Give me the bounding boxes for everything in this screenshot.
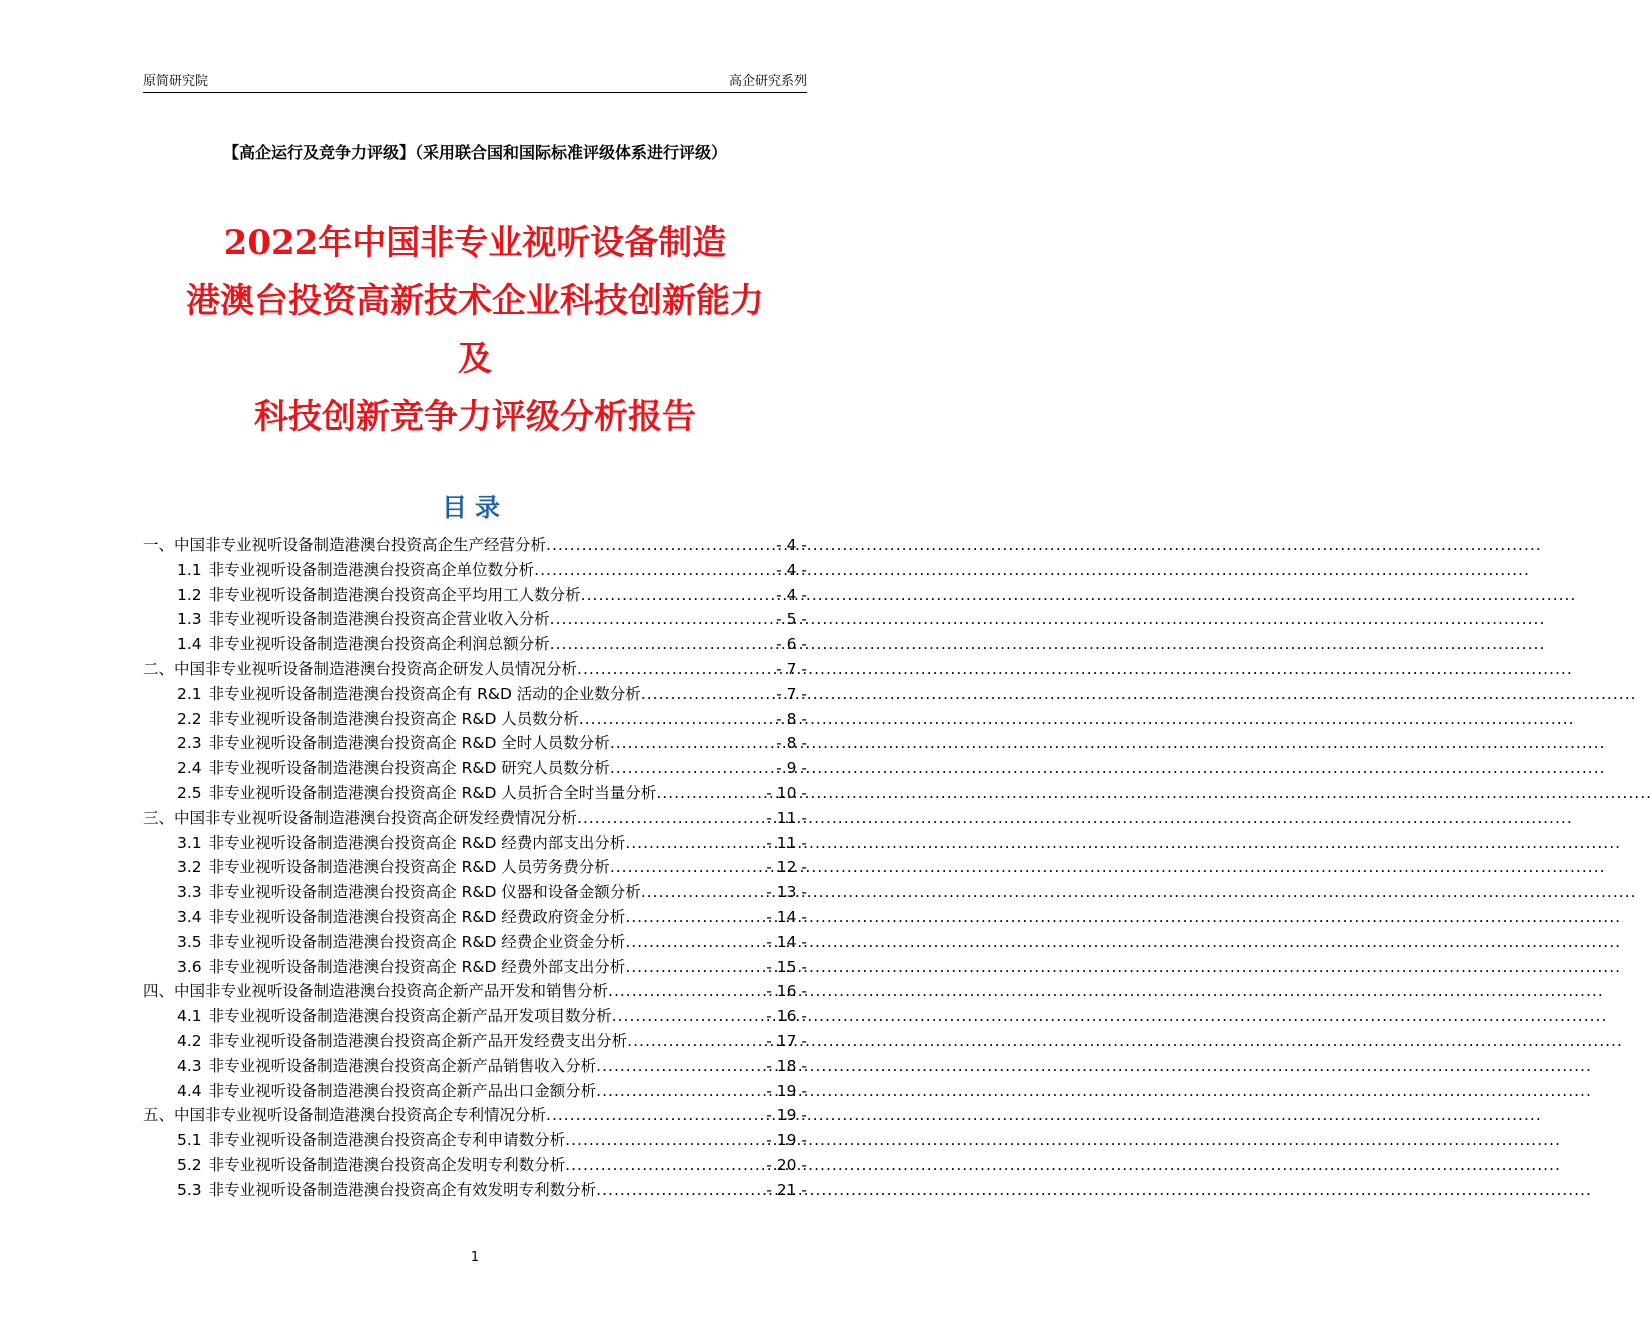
toc-entry-number: 3.5 [177,932,202,951]
toc-dot-leader [625,905,766,930]
toc-entry[interactable] [143,1103,807,1128]
toc-entry-title: 二、中国非专业视听设备制造港澳台投资高企研发人员情况分析 [143,659,578,678]
toc-entry-page: - 14 - [766,907,807,926]
toc-dot-leader [577,657,776,682]
toc-entry[interactable] [143,930,807,955]
toc-dot-leader [625,930,766,955]
toc-dot-leader [581,583,776,608]
toc-entry-number: 4.4 [177,1081,202,1100]
toc-entry-number: 1.1 [177,560,202,579]
toc-entry[interactable] [143,905,807,930]
toc-entry[interactable] [143,880,807,905]
toc-entry-title: 非专业视听设备制造港澳台投资高企营业收入分析 [208,610,550,629]
toc-entry-page: - 18 - [766,1056,807,1075]
header-series-name: 高企研究系列 [728,74,807,89]
toc-entry-page: - 8 - [776,709,807,728]
toc-entry-title: 非专业视听设备制造港澳台投资高企 R&D 人员折合全时当量分析 [208,783,657,802]
toc-entry-title: 非专业视听设备制造港澳台投资高企有效发明专利数分析 [208,1180,597,1199]
toc-entry-title: 非专业视听设备制造港澳台投资高企 R&D 经费外部支出分析 [208,957,626,976]
title-line-3: 及 [458,339,492,379]
toc-dot-leader [610,731,776,756]
toc-dot-leader [565,1128,766,1153]
report-title [0,214,950,446]
toc-entry-page: - 20 - [766,1155,807,1174]
toc-dot-leader [565,1153,766,1178]
toc-entry-title: 非专业视听设备制造港澳台投资高企新产品开发项目数分析 [208,1007,612,1026]
header-divider [143,92,807,93]
toc-entry-number: 1.3 [177,610,202,629]
toc-entry[interactable] [143,607,807,632]
toc-entry[interactable] [143,657,807,682]
table-of-contents [143,533,807,1203]
toc-entry-page: - 4 - [776,536,807,554]
toc-entry-page: - 7 - [776,684,807,703]
toc-entry[interactable] [143,781,807,806]
toc-entry-page: - 14 - [766,932,807,951]
toc-entry-page: - 4 - [776,560,807,579]
toc-entry-page: - 19 - [766,1131,807,1150]
toc-entry-number: 2.1 [177,684,202,703]
toc-entry-number: 4.2 [177,1031,202,1050]
toc-entry-number: 3.2 [177,858,202,877]
toc-dot-leader [610,756,776,781]
toc-entry-title: 非专业视听设备制造港澳台投资高企 R&D 经费政府资金分析 [208,907,626,926]
toc-entry-page: - 5 - [776,610,807,629]
toc-entry-title: 非专业视听设备制造港澳台投资高企 R&D 经费内部支出分析 [208,833,626,852]
toc-entry-title: 非专业视听设备制造港澳台投资高企 R&D 人员劳务费分析 [208,858,610,877]
toc-dot-leader [596,1079,766,1104]
toc-dot-leader [625,955,766,980]
toc-entry-title: 四、中国非专业视听设备制造港澳台投资高企新产品开发和销售分析 [143,982,609,1001]
toc-entry-number: 3.3 [177,883,202,902]
toc-entry-title: 非专业视听设备制造港澳台投资高企新产品出口金额分析 [208,1081,597,1100]
toc-heading: 目录 [441,493,508,522]
toc-entry[interactable] [143,533,807,558]
page-number: 1 [470,1250,480,1265]
toc-entry[interactable] [143,1178,807,1203]
toc-entry-page: - 4 - [776,585,807,604]
toc-entry[interactable] [143,831,807,856]
toc-entry-title: 一、中国非专业视听设备制造港澳台投资高企生产经营分析 [143,536,547,554]
toc-entry-number: 2.3 [177,734,202,753]
toc-entry-title: 非专业视听设备制造港澳台投资高企 R&D 人员数分析 [208,709,579,728]
toc-entry-page: - 7 - [776,659,807,678]
title-line-4: 科技创新竞争力评级分析报告 [254,397,696,437]
toc-entry-page: - 10 - [766,783,807,802]
toc-dot-leader [577,806,766,831]
toc-dot-leader [610,855,766,880]
toc-dot-leader [534,558,776,583]
toc-entry-number: 5.2 [177,1155,202,1174]
toc-entry-page: - 19 - [766,1081,807,1100]
toc-entry-title: 非专业视听设备制造港澳台投资高企新产品开发经费支出分析 [208,1031,628,1050]
toc-entry-title: 非专业视听设备制造港澳台投资高企 R&D 经费企业资金分析 [208,932,626,951]
toc-entry-title: 非专业视听设备制造港澳台投资高企有 R&D 活动的企业数分析 [208,684,641,703]
toc-entry-page: - 19 - [766,1106,807,1125]
toc-entry-number: 2.4 [177,759,202,778]
toc-entry-title: 五、中国非专业视听设备制造港澳台投资高企专利情况分析 [143,1106,547,1125]
toc-dot-leader [546,533,776,558]
toc-entry-page: - 13 - [766,883,807,902]
toc-entry-title: 非专业视听设备制造港澳台投资高企新产品销售收入分析 [208,1056,597,1075]
toc-dot-leader [546,1103,766,1128]
toc-dot-leader [596,1178,766,1203]
toc-entry-title: 非专业视听设备制造港澳台投资高企 R&D 全时人员数分析 [208,734,610,753]
toc-entry-number: 3.4 [177,907,202,926]
toc-entry-title: 非专业视听设备制造港澳台投资高企 R&D 仪器和设备金额分析 [208,883,641,902]
toc-entry-title: 非专业视听设备制造港澳台投资高企 R&D 研究人员数分析 [208,759,610,778]
toc-entry-number: 3.1 [177,833,202,852]
toc-entry-number: 5.3 [177,1180,202,1199]
toc-entry-title: 非专业视听设备制造港澳台投资高企单位数分析 [208,560,535,579]
header-org-name: 原简研究院 [143,74,209,89]
toc-entry[interactable] [143,583,807,608]
toc-entry[interactable] [143,855,807,880]
toc-entry-page: - 12 - [766,858,807,877]
toc-entry-page: - 8 - [776,734,807,753]
toc-dot-leader [550,632,776,657]
toc-dot-leader [550,607,776,632]
toc-dot-leader [641,682,776,707]
toc-entry-page: - 6 - [776,635,807,654]
toc-entry[interactable] [143,1153,807,1178]
toc-entry[interactable] [143,979,807,1004]
toc-entry-title: 三、中国非专业视听设备制造港澳台投资高企研发经费情况分析 [143,808,578,827]
toc-entry[interactable] [143,1128,807,1153]
toc-entry-number: 3.6 [177,957,202,976]
toc-dot-leader [656,781,766,806]
toc-entry[interactable] [143,632,807,657]
title-line-2: 港澳台投资高新技术企业科技创新能力 [186,281,764,321]
toc-entry[interactable] [143,707,807,732]
toc-entry-page: - 17 - [766,1031,807,1050]
toc-entry-number: 2.2 [177,709,202,728]
toc-entry[interactable] [143,1054,807,1079]
toc-entry[interactable] [143,731,807,756]
toc-dot-leader [612,1004,767,1029]
toc-entry-page: - 15 - [766,957,807,976]
toc-entry-number: 4.1 [177,1007,202,1026]
toc-entry-number: 1.4 [177,635,202,654]
toc-entry-title: 非专业视听设备制造港澳台投资高企利润总额分析 [208,635,550,654]
toc-entry-page: - 16 - [766,1007,807,1026]
toc-entry[interactable] [143,806,807,831]
report-subtitle: 【高企运行及竞争力评级】（采用联合国和国际标准评级体系进行评级） [222,143,727,162]
toc-entry-page: - 16 - [766,982,807,1001]
toc-entry-number: 2.5 [177,783,202,802]
toc-entry[interactable] [143,558,807,583]
toc-dot-leader [596,1054,766,1079]
toc-entry-number: 4.3 [177,1056,202,1075]
toc-entry-page: - 11 - [766,808,807,827]
toc-dot-leader [625,831,766,856]
toc-entry-title: 非专业视听设备制造港澳台投资高企平均用工人数分析 [208,585,581,604]
toc-dot-leader [608,979,766,1004]
toc-dot-leader [641,880,766,905]
toc-entry[interactable] [143,682,807,707]
toc-entry-page: - 11 - [766,833,807,852]
toc-entry[interactable] [143,1029,807,1054]
toc-entry-page: - 21 - [766,1180,807,1199]
title-line-1: 2022年中国非专业视听设备制造 [223,223,727,263]
toc-entry-title: 非专业视听设备制造港澳台投资高企专利申请数分析 [208,1131,566,1150]
toc-entry[interactable] [143,1004,807,1029]
toc-entry[interactable] [143,756,807,781]
toc-entry-page: - 9 - [776,759,807,778]
toc-dot-leader [627,1029,766,1054]
toc-entry-number: 5.1 [177,1131,202,1150]
toc-entry[interactable] [143,1079,807,1104]
toc-entry[interactable] [143,955,807,980]
toc-dot-leader [579,707,776,732]
toc-entry-title: 非专业视听设备制造港澳台投资高企发明专利数分析 [208,1155,566,1174]
toc-entry-number: 1.2 [177,585,202,604]
